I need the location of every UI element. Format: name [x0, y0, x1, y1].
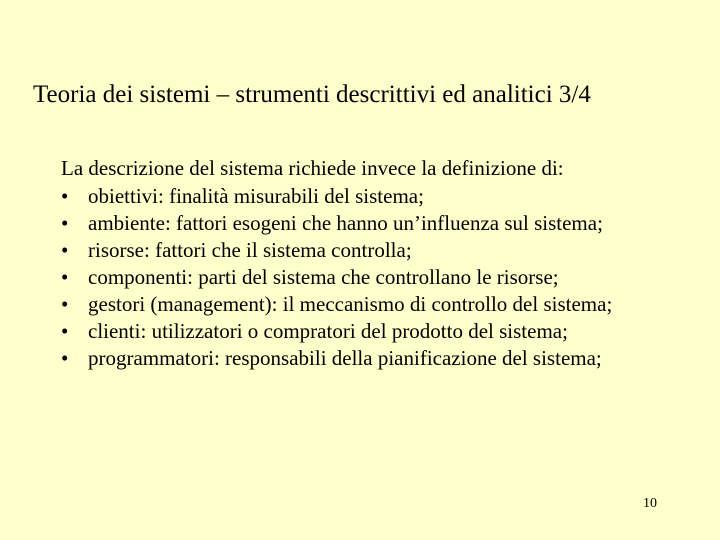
page-number: 10 [643, 496, 657, 511]
intro-text: La descrizione del sistema richiede invece la definizione di: [61, 156, 564, 180]
bullet-icon: • [61, 184, 69, 208]
list-item-text: componenti: parti del sistema che controllano le risorse; [88, 265, 559, 289]
list-item [61, 265, 681, 290]
bullet-icon: • [61, 265, 69, 289]
list-item-text: programmatori: responsabili della pianificazione del sistema; [88, 346, 602, 370]
bullet-icon: • [61, 238, 69, 262]
list-item-text: ambiente: fattori esogeni che hanno un’influenza sul sistema; [88, 211, 603, 235]
slide-body [61, 156, 681, 373]
bullet-list [61, 184, 681, 371]
bullet-icon: • [61, 346, 69, 370]
list-item [61, 211, 681, 236]
list-item [61, 238, 681, 263]
list-item [61, 184, 681, 209]
list-item-text: gestori (management): il meccanismo di controllo del sistema; [88, 292, 613, 316]
bullet-icon: • [61, 292, 69, 316]
list-item-text: obiettivi: finalità misurabili del sistema; [88, 184, 424, 208]
list-item [61, 346, 681, 371]
list-item [61, 292, 681, 317]
slide-title: Teoria dei sistemi – strumenti descrittivi ed analitici 3/4 [33, 81, 591, 108]
bullet-icon: • [61, 319, 69, 343]
list-item [61, 319, 681, 344]
bullet-icon: • [61, 211, 69, 235]
list-item-text: clienti: utilizzatori o compratori del prodotto del sistema; [88, 319, 568, 343]
list-item-text: risorse: fattori che il sistema controlla; [88, 238, 412, 262]
